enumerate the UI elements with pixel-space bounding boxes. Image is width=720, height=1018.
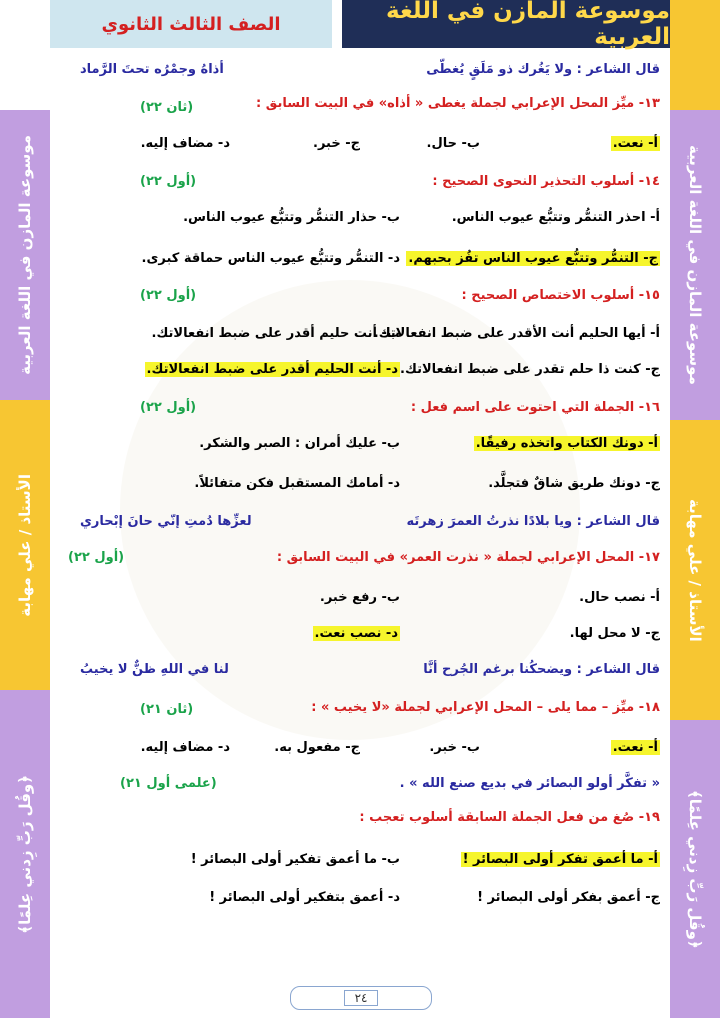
option-b: ب- ما أعمق تفكير أولى البصائر ! bbox=[190, 852, 400, 867]
top-band-right bbox=[670, 0, 720, 110]
option-a: أ- ما أعمق تفكر أولى البصائر ! bbox=[462, 852, 658, 867]
poem-line bbox=[60, 514, 660, 538]
question-16-options-2 bbox=[60, 476, 660, 500]
poem-hemistich-right: قال الشاعر : ولا يَغُرك ذو مَلَقٍ يُغطّى bbox=[426, 62, 660, 77]
option-a: أ- نعت. bbox=[612, 136, 658, 151]
teacher-label: الأستاذ / علي مهابة bbox=[686, 498, 704, 642]
option-c: ج- دونك طريق شاقٌ فتجلَّد. bbox=[488, 476, 660, 491]
option-c: ج- لا محل لها. bbox=[569, 626, 660, 641]
question-18-options bbox=[60, 740, 660, 764]
question-19-options-1 bbox=[60, 852, 660, 876]
exam-reference: (أول ٢٢) bbox=[140, 288, 197, 303]
option-b: ب- خبر. bbox=[429, 740, 480, 755]
poem-hemistich-right: قال الشاعر : ويضحكُنا برغم الجُرح أنَّا bbox=[423, 662, 660, 677]
option-a: أ- نصب حال. bbox=[579, 590, 660, 605]
option-b: ب- حذار التنمُّر وتتبُّع عيوب الناس. bbox=[183, 210, 400, 225]
left-side-border bbox=[0, 0, 50, 1018]
question-17-options-2 bbox=[60, 626, 660, 650]
option-c: ج- كنت ذا حلم تقدر على ضبط انفعالاتك. bbox=[400, 362, 660, 377]
question-13-options bbox=[60, 136, 660, 160]
option-c: ج- التنمُّر وتتبُّع عيوب الناس تفُز بحبهم. bbox=[408, 251, 658, 266]
poem-line bbox=[60, 62, 660, 86]
question-15-options-1 bbox=[60, 326, 660, 350]
question-18-ref-row bbox=[60, 702, 660, 722]
question-text: ١٤- أسلوب التحذير النحوى الصحيح : bbox=[432, 174, 660, 189]
option-a: أ- أيها الحليم أنت الأقدر على ضبط انفعالاتك. bbox=[373, 326, 660, 341]
option-a: أ- احذر التنمُّر وتتبُّع عيوب الناس. bbox=[451, 210, 660, 225]
option-b: ب- عليك أمران : الصبر والشكر. bbox=[199, 436, 400, 451]
question-text: ١٩- صُغ من فعل الجملة السابقة أسلوب تعجب : bbox=[359, 810, 660, 825]
option-d: د- مضاف إليه. bbox=[140, 136, 230, 151]
question-15 bbox=[60, 288, 660, 312]
option-a: أ- نعت. bbox=[612, 740, 658, 755]
brand-band-left bbox=[0, 110, 50, 400]
exam-reference: (أول ٢٢) bbox=[140, 400, 197, 415]
question-13-ref-row bbox=[60, 100, 660, 120]
teacher-band-left bbox=[0, 400, 50, 690]
option-a: أ- دونك الكتاب واتخذه رفيقًا. bbox=[475, 436, 658, 451]
option-d: د- نصب نعت. bbox=[314, 626, 398, 641]
question-14 bbox=[60, 174, 660, 198]
poem-hemistich-right: قال الشاعر : ويا بلادًا نذرتُ العمرَ زهرتَه bbox=[406, 514, 660, 529]
verse-label: ﴿وقُل رَبِّ زِدني عِلمًا﴾ bbox=[16, 774, 34, 934]
question-19-options-2 bbox=[60, 890, 660, 914]
question-14-options-2 bbox=[60, 251, 660, 275]
poem-line bbox=[60, 662, 660, 686]
option-b: ب- رفع خبر. bbox=[319, 590, 400, 605]
question-14-options-1 bbox=[60, 210, 660, 234]
poem-hemistich-left: لنا في اللهِ ظنٌّ لا يخيبُ bbox=[80, 662, 229, 677]
verse-band-left bbox=[0, 690, 50, 1018]
brand-band-right bbox=[670, 110, 720, 420]
exam-reference: (علمى أول ٢١) bbox=[120, 776, 217, 791]
option-d: د- أمامك المستقبل فكن متفائلاً. bbox=[194, 476, 400, 491]
exam-reference: (أول ٢٢) bbox=[68, 550, 125, 565]
option-b: ب- أنت حليم أقدر على ضبط انفعالاتك. bbox=[151, 326, 400, 341]
option-d: د- أعمق بتفكير أولى البصائر ! bbox=[209, 890, 400, 905]
option-d: د- التنمُّر وتتبُّع عيوب الناس حماقة كبرى. bbox=[141, 251, 400, 266]
teacher-label: الأستاذ / علي مهابة bbox=[16, 473, 34, 617]
question-text: ١٣- ميِّز المحل الإعرابي لجملة يغطى « أذاه» في البيت السابق : bbox=[256, 96, 660, 111]
verse-label: ﴿وقُل رَبِّ زِدني عِلمًا﴾ bbox=[686, 789, 704, 949]
question-17-options-1 bbox=[60, 590, 660, 614]
option-c: ج- أعمق بفكر أولى البصائر ! bbox=[477, 890, 660, 905]
question-text: ١٥- أسلوب الاختصاص الصحيح : bbox=[461, 288, 660, 303]
verse-band-right bbox=[670, 720, 720, 1018]
question-text: ١٦- الجملة التي احتوت على اسم فعل : bbox=[410, 400, 660, 415]
question-19-intro bbox=[60, 776, 660, 800]
exam-reference: (أول ٢٢) bbox=[140, 174, 197, 189]
option-b: ب- حال. bbox=[426, 136, 480, 151]
poem-hemistich-left: لعزِّها دُمتِ إنّي حانَ إبْحاري bbox=[80, 514, 252, 529]
quoted-sentence: « تفكَّر أولو البصائر في بديع صنع الله » . bbox=[399, 776, 660, 791]
brand-label: موسوعة المازن في اللغة العربية bbox=[16, 135, 34, 375]
question-text: ١٧- المحل الإعرابي لجملة « نذرت العمر» في البيت السابق : bbox=[276, 550, 660, 565]
question-15-options-2 bbox=[60, 362, 660, 386]
option-d: د- أنت الحليم أقدر على ضبط انفعالاتك. bbox=[146, 362, 398, 377]
right-side-border bbox=[670, 0, 720, 1018]
exam-reference: (ثان ٢١) bbox=[140, 702, 194, 717]
page-title: موسوعة المازن في اللغة العربية bbox=[342, 0, 670, 48]
question-19 bbox=[60, 810, 660, 834]
question-17 bbox=[60, 550, 660, 574]
question-16-options-1 bbox=[60, 436, 660, 460]
option-c: ج- مفعول به. bbox=[274, 740, 360, 755]
poem-hemistich-left: أذاهُ وجمْرُه تحتَ الرَّماد bbox=[80, 62, 224, 77]
option-d: د- مضاف إليه. bbox=[140, 740, 230, 755]
exam-reference: (ثان ٢٢) bbox=[140, 100, 194, 115]
page-number-box bbox=[290, 986, 432, 1010]
option-c: ج- خبر. bbox=[313, 136, 360, 151]
page-number: ٢٤ bbox=[344, 990, 379, 1006]
grade-label: الصف الثالث الثانوي bbox=[50, 0, 332, 48]
teacher-band-right bbox=[670, 420, 720, 720]
question-text: ١٨- ميِّز – مما يلى – المحل الإعرابي لجملة «لا يخيب » : bbox=[311, 700, 660, 715]
brand-label: موسوعة المازن في اللغة العربية bbox=[686, 145, 704, 385]
question-16 bbox=[60, 400, 660, 424]
page-header bbox=[50, 0, 670, 48]
